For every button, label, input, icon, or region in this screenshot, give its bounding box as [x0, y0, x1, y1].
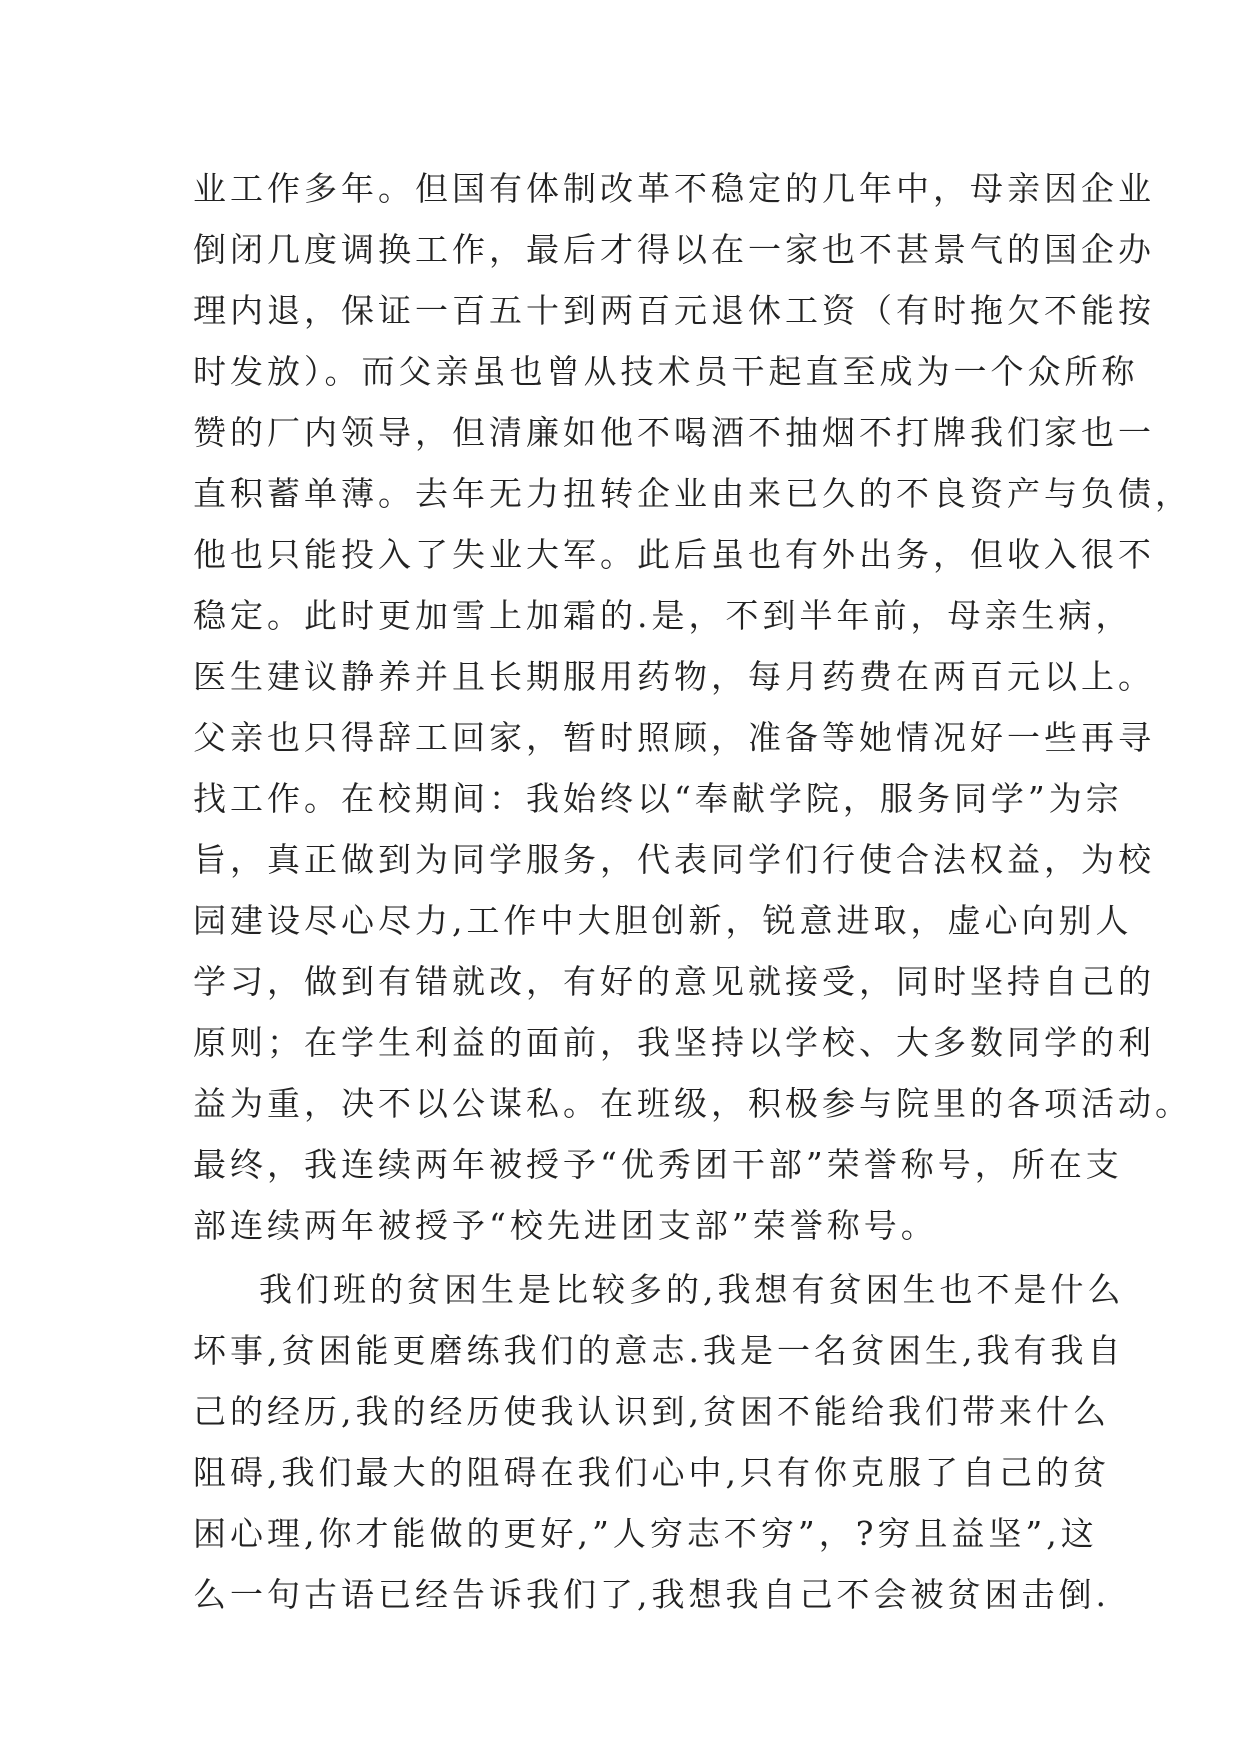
text-line: 阻碍,我们最大的阻碍在我们心中,只有你克服了自己的贫: [193, 1453, 1110, 1492]
text-line: 学习，做到有错就改，有好的意见就接受，同时坚持自己的: [193, 962, 1155, 1001]
text-line: 坏事,贫困能更磨练我们的意志.我是一名贫困生,我有我自: [193, 1331, 1125, 1370]
text-line: 直积蓄单薄。去年无力扭转企业由来已久的不良资产与负债，: [193, 474, 1192, 513]
text-line: 他也只能投入了失业大军。此后虽也有外出务，但收入很不: [193, 535, 1155, 574]
text-line: 原则；在学生利益的面前，我坚持以学校、大多数同学的利: [193, 1023, 1155, 1062]
paragraph-first-line: 我们班的贫困生是比较多的,我想有贫困生也不是什么: [259, 1270, 1125, 1309]
text-line: 医生建议静养并且长期服用药物，每月药费在两百元以上。: [193, 657, 1155, 696]
text-line: 稳定。此时更加雪上加霜的.是，不到半年前，母亲生病，: [193, 596, 1133, 635]
text-line: 倒闭几度调换工作，最后才得以在一家也不甚景气的国企办: [193, 230, 1155, 269]
text-line: 时发放）。而父亲虽也曾从技术员干起直至成为一个众所称: [193, 352, 1139, 391]
text-line: 父亲也只得辞工回家，暂时照顾，准备等她情况好一些再寻: [193, 718, 1155, 757]
text-line: 业工作多年。但国有体制改革不稳定的几年中，母亲因企业: [193, 169, 1155, 208]
text-line: 益为重，决不以公谋私。在班级，积极参与院里的各项活动。: [193, 1084, 1192, 1123]
text-line: 己的经历,我的经历使我认识到,贫困不能给我们带来什么: [193, 1392, 1110, 1431]
text-line: 困心理,你才能做的更好,”人穷志不穷”，?穷且益坚”,这: [193, 1514, 1098, 1553]
text-line: 理内退，保证一百五十到两百元退休工资（有时拖欠不能按: [193, 291, 1155, 330]
text-line: 赞的厂内领导，但清廉如他不喝酒不抽烟不打牌我们家也一: [193, 413, 1155, 452]
text-line: 园建设尽心尽力,工作中大胆创新，锐意进取，虚心向别人: [193, 901, 1133, 940]
text-line: 么一句古语已经告诉我们了,我想我自己不会被贫困击倒.: [193, 1575, 1110, 1614]
text-line: 旨，真正做到为同学服务，代表同学们行使合法权益，为校: [193, 840, 1155, 879]
text-line: 最终，我连续两年被授予“优秀团干部”荣誉称号，所在支: [193, 1145, 1123, 1184]
text-line: 找工作。在校期间：我始终以“奉献学院，服务同学”为宗: [193, 779, 1123, 818]
text-line: 部连续两年被授予“校先进团支部”荣誉称号。: [193, 1206, 938, 1245]
